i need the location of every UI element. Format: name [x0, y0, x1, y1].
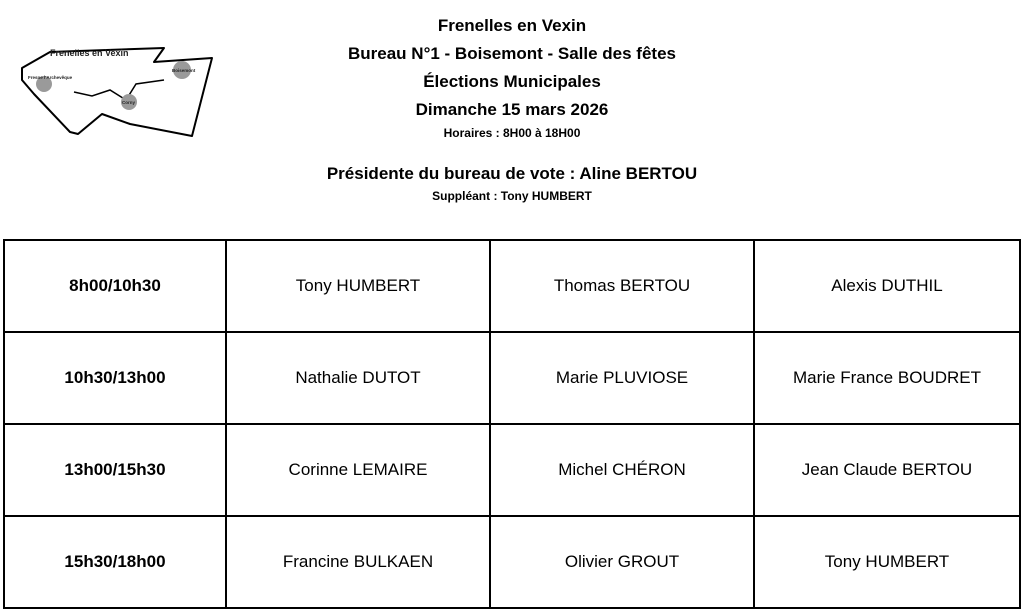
assessor-name: Michel CHÉRON — [490, 424, 754, 516]
commune-map-logo — [14, 40, 224, 140]
assessor-name: Tony HUMBERT — [226, 240, 490, 332]
assessor-name: Nathalie DUTOT — [226, 332, 490, 424]
assessor-name: Tony HUMBERT — [754, 516, 1020, 608]
assessor-name: Marie France BOUDRET — [754, 332, 1020, 424]
logo-label-fresne: Fresne l'Archevêque — [28, 75, 73, 80]
bureau-title: Bureau N°1 - Boisemont - Salle des fêtes — [348, 44, 676, 63]
election-date: Dimanche 15 mars 2026 — [415, 100, 609, 119]
commune-logo — [14, 40, 224, 140]
assessor-name: Jean Claude BERTOU — [754, 424, 1020, 516]
opening-hours: Horaires : 8H00 à 18H00 — [443, 126, 581, 140]
commune-title: Frenelles en Vexin — [437, 16, 587, 35]
assessor-name: Alexis DUTHIL — [754, 240, 1020, 332]
table-row — [4, 332, 1020, 424]
assessor-name: Olivier GROUT — [490, 516, 754, 608]
table-row — [4, 516, 1020, 608]
time-slot: 8h00/10h30 — [4, 240, 226, 332]
assessor-name: Marie PLUVIOSE — [490, 332, 754, 424]
election-title: Élections Municipales — [423, 72, 601, 91]
table-row — [4, 240, 1020, 332]
commune-outline-shadow — [74, 80, 164, 100]
logo-label-corny: Corny — [122, 100, 136, 105]
time-slot: 13h00/15h30 — [4, 424, 226, 516]
logo-label-boisemont: Boisemont — [172, 68, 196, 73]
document-header — [230, 12, 794, 206]
table-row — [4, 424, 1020, 516]
time-slot: 10h30/13h00 — [4, 332, 226, 424]
schedule-table — [3, 239, 1021, 609]
time-slot: 15h30/18h00 — [4, 516, 226, 608]
bureau-substitute: Suppléant : Tony HUMBERT — [432, 189, 592, 203]
assessor-name: Corinne LEMAIRE — [226, 424, 490, 516]
assessor-name: Thomas BERTOU — [490, 240, 754, 332]
bureau-president: Présidente du bureau de vote : Aline BERTOU — [326, 164, 698, 183]
assessor-name: Francine BULKAEN — [226, 516, 490, 608]
logo-title: Frenelles en Vexin — [50, 48, 129, 58]
